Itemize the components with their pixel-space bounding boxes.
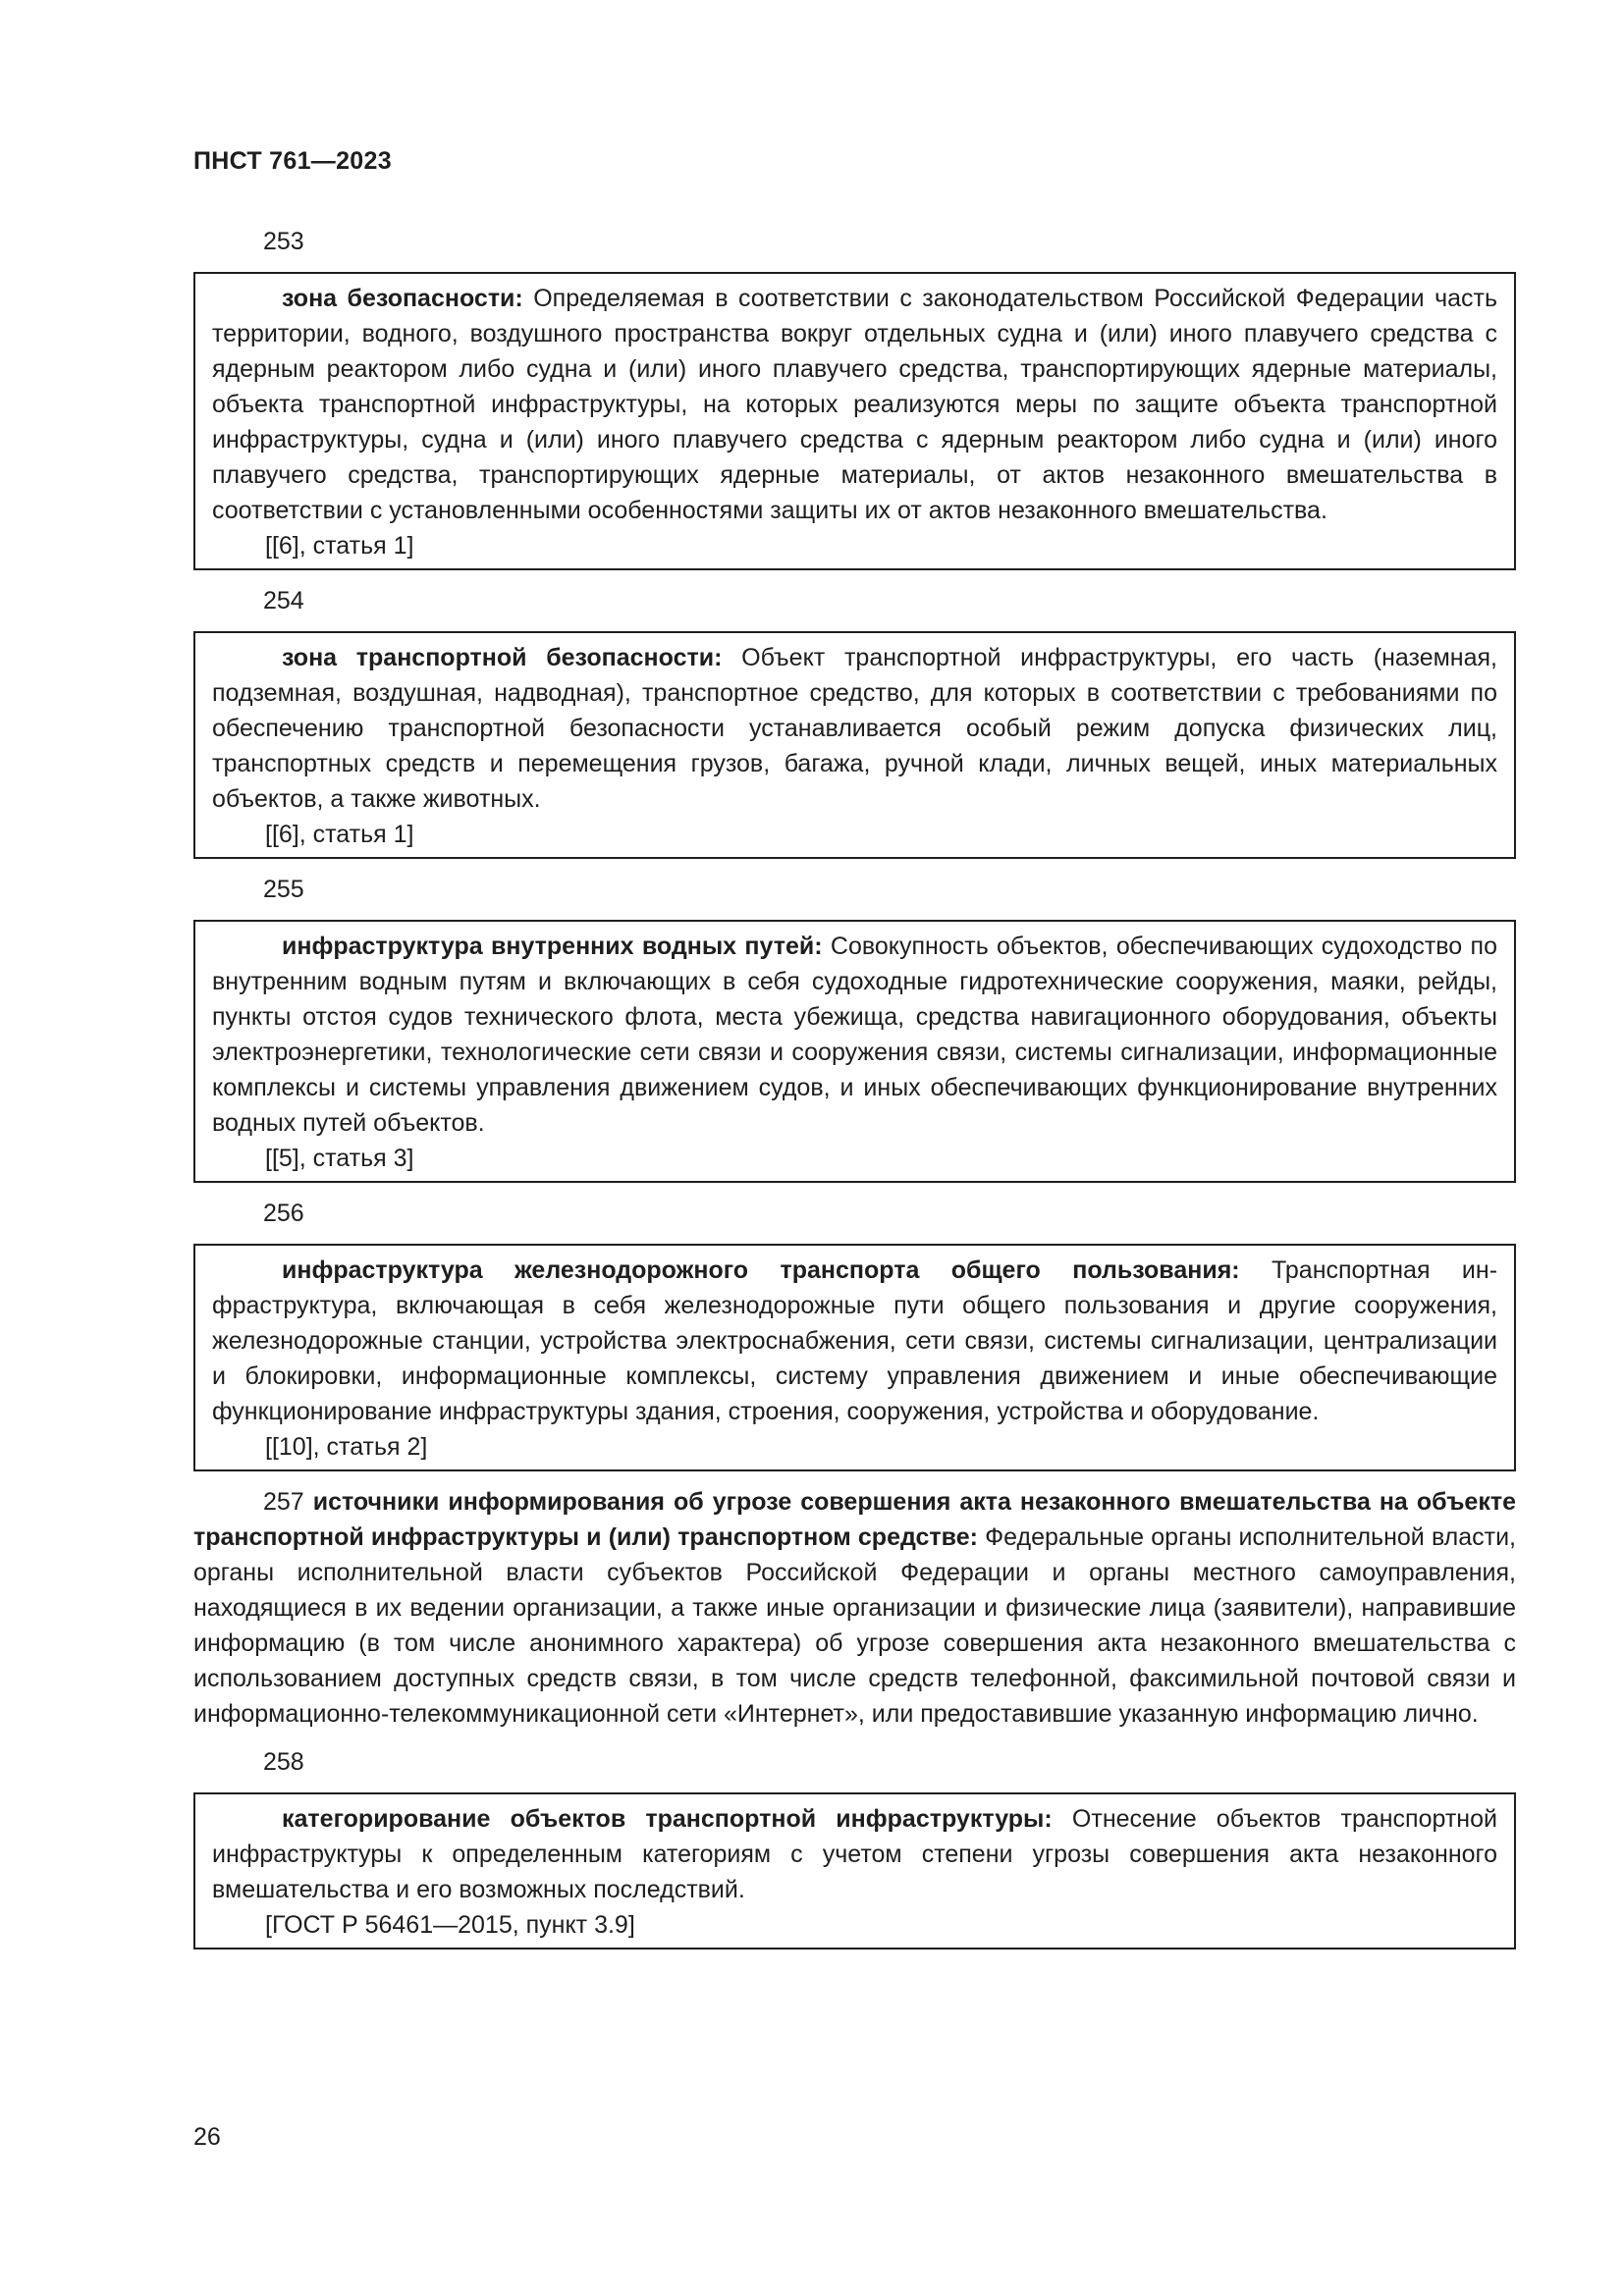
term-name: инфраструктура железнодорожного транспорта общего пользования:: [282, 1256, 1240, 1284]
term-number: 258: [263, 1748, 304, 1776]
term-definition-paragraph: [212, 929, 1497, 1141]
term-entry-box: [193, 1792, 1516, 1949]
term-name: категорирование объектов транспортной инфраструктуры:: [282, 1805, 1053, 1833]
term-entry-unboxed: [193, 1484, 1516, 1732]
term-source: [ГОСТ Р 56461—2015, пункт 3.9]: [265, 1911, 635, 1939]
term-source: [[6], статья 1]: [265, 821, 414, 848]
term-definition-paragraph: [212, 1253, 1497, 1429]
term-source: [[10], статья 2]: [265, 1433, 428, 1461]
term-number: 256: [263, 1200, 304, 1227]
term-definition-paragraph: [212, 1801, 1497, 1907]
standard-designation: ПНСТ 761—2023: [193, 147, 392, 175]
page-number: 26: [193, 2123, 221, 2151]
term-definition: Федеральные органы исполнительной власти, органы исполнительной власти субъектов Российской Федерации и органы местного самоуправления, находящиеся в их ведении организации, а также иные организации и физические лица (заявители), направившие информацию (в том числе анонимного характера) об угрозе совершения акта незаконного вмешательства с использованием доступных средств связи, в том числе средств телефонной, факсимильной почтовой связи и информационно-телекоммуникационной сети «Интернет», или предоставившие указанную информацию лично.: [193, 1523, 1516, 1728]
term-name: зона транспортной безопасности:: [282, 644, 723, 671]
term-definition: Транспортная инфраструктура, включающая в себя железнодорожные пути общего пользования и другие сооружения, железнодорожные станции, устройства электроснабжения, сети связи, системы сигнализации, централизации и блокировки, информационные комплексы, систему управления движением и иные обеспечивающие функционирование инфраструктуры здания, строения, сооружения, устройства и оборудование.: [212, 1256, 1498, 1425]
term-definition-paragraph: [212, 640, 1497, 817]
term-source: [[5], статья 3]: [265, 1145, 414, 1172]
term-name: инфраструктура внутренних водных путей:: [282, 933, 823, 960]
term-entry-box: [193, 920, 1516, 1183]
term-definition: Определяемая в соответствии с законодательством Российской Федерации часть территории, водного, воздушного пространства вокруг отдельных судна и (или) иного плавучего средства с ядерным реактором либо судна и (или) иного плавучего средства, транспортирующих ядерные материалы, объекта транспортной инфраструктуры, на которых реализуются меры по защите объекта транспортной инфраструктуры, судна и (или) иного плавучего средства с ядерным реактором либо судна и (или) иного плавучего средства, транспортирующих ядерные материалы, от актов незаконного вмешательства в соответствии с установленными особенностями защиты их от актов незаконного вмешательства.: [212, 285, 1497, 524]
term-definition: Объект транспортной инфраструктуры, его часть (наземная, подземная, воздушная, надводная), транспортное средство, для которых в соответствии с требованиями по обеспечению транспортной безопасности устанавливается особый режим допуска физических лиц, транспортных средств и перемещения грузов, багажа, ручной клади, личных вещей, иных материальных объектов, а также животных.: [212, 644, 1497, 813]
term-entry-box: [193, 1244, 1516, 1471]
term-name: источники информирования об угрозе совершения акта незаконного вмешательства на объекте транспортной инфраструктуры и (или) транспортном средстве:: [193, 1488, 1516, 1551]
terms-list: [193, 224, 1516, 1962]
term-entry-box: [193, 272, 1516, 570]
term-definition: Отнесение объектов транспортной инфраструктуры к определенным категориям с учетом степени угрозы совершения акта незаконного вмешательства и его возможных последствий.: [212, 1805, 1497, 1903]
term-name: зона безопасности:: [282, 285, 523, 312]
term-number: 257: [263, 1488, 304, 1516]
term-number: 253: [263, 228, 304, 255]
term-definition-paragraph: [212, 281, 1497, 528]
term-number: 255: [263, 876, 304, 903]
term-entry-box: [193, 631, 1516, 859]
term-source: [[6], статья 1]: [265, 532, 414, 560]
term-definition: Совокупность объектов, обеспечивающих судоходство по внутренним водным путям и включающих в себя судоходные гидротехнические сооружения, маяки, рейды, пункты отстоя судов технического флота, места убежища, средства навигационного оборудования, объекты электроэнергетики, технологические сети связи и сооружения связи, системы сигнализации, информационные комплексы и системы управления движением судов, и иных обеспечивающих функционирование внутренних водных путей объектов.: [212, 933, 1497, 1137]
term-number: 254: [263, 587, 304, 614]
